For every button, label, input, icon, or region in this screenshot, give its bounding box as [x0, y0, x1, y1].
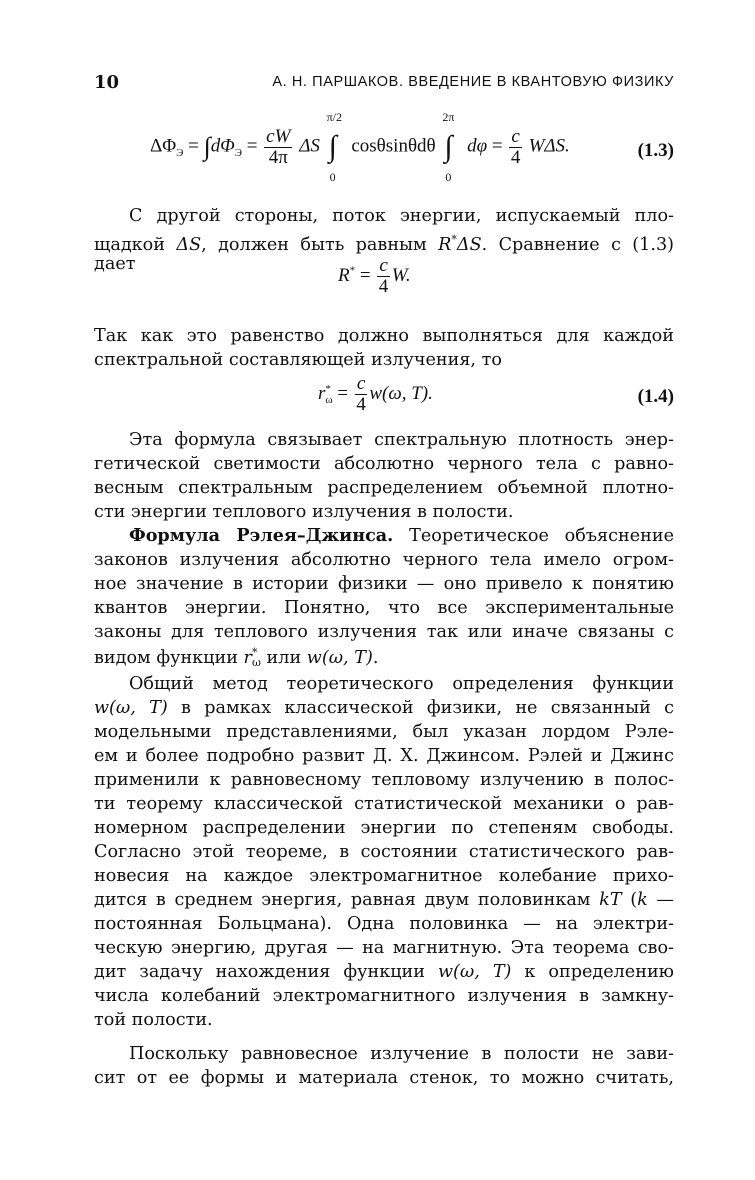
text-line: ное значение в истории физики — оно привело к понятию — [94, 574, 674, 594]
text-line: ти теорему классической статистической механики о рав- — [94, 794, 674, 814]
fraction-c-4: $\frac{c}{4}$ — [510, 125, 521, 168]
text-line: дит задачу нахождения функции w(ω, T) к определению — [94, 962, 674, 982]
text-line: новесия на каждое электромагнитное колебание прихо- — [94, 866, 674, 886]
text-line: номерном распределении энергии по степеням свободы. — [94, 818, 674, 838]
text-line: дится в среднем энергия, равная двум половинкам kT (k — — [94, 890, 674, 910]
text-line: Общий метод теоретического определения функции — [129, 674, 674, 694]
text-line: той полости. — [94, 1010, 213, 1030]
text-line: квантов энергии. Понятно, что все экспериментальные — [94, 598, 674, 618]
text-line: законы для теплового излучения так или иначе связаны с — [94, 622, 674, 642]
equation-1-4: r * ω = $\frac{c}{4}$ w(ω, T). (1.4) — [318, 373, 674, 415]
text-line: сит от ее формы и материала стенок, то можно считать, — [94, 1068, 674, 1088]
text-line: видом функции r * ω или w(ω, T). — [94, 646, 379, 669]
text-line: дает — [94, 254, 136, 274]
equation-1-3: $\Delta\Phi_Э = \int d\Phi_Э$ = $\frac{cW}{4\pi}$ ΔS π/2 ∫ 0 cosθsinθdθ 2π ∫ 0 dφ = $\frac{c}{4}$ WΔS. (1.3) — [150, 110, 674, 184]
text-line: числа колебаний электромагнитного излучения в замкну- — [94, 986, 674, 1006]
text-line: Так как это равенство должно выполняться для каждой — [94, 326, 674, 346]
fraction-c-4: $\frac{c}{4}$ — [356, 373, 366, 415]
definite-integral-phi: 2π ∫ 0 — [442, 110, 455, 184]
text-line: применили к равновесному тепловому излучению в полос- — [94, 770, 674, 790]
text-line: законов излучения абсолютно черного тела имело огром- — [94, 550, 674, 570]
text-line: постоянная Больцмана). Одна половинка — на электри- — [94, 914, 674, 934]
text-line: щадкой ΔS, должен быть равным R*ΔS. Сравнение с (1.3) — [94, 233, 674, 255]
fraction-c-4: $\frac{c}{4}$ — [378, 255, 389, 297]
equation-r-star: R* = $\frac{c}{4}$ W. — [338, 255, 411, 297]
definite-integral-theta: π/2 ∫ 0 — [326, 110, 342, 184]
text-line: w(ω, T) в рамках классической физики, не связанный с — [94, 698, 674, 718]
text-line: модельными представлениями, был указан лордом Рэле- — [94, 722, 674, 742]
running-head: А. Н. ПАРШАКОВ. ВВЕДЕНИЕ В КВАНТОВУЮ ФИЗИКУ — [272, 74, 674, 90]
text-line: С другой стороны, поток энергии, испускаемый пло- — [129, 206, 674, 226]
text-line: сти энергии теплового излучения в полости. — [94, 502, 514, 522]
equation-number-1-4: (1.4) — [637, 386, 674, 407]
text-line: ческую энергию, другая — на магнитную. Эта теорема сво- — [94, 938, 674, 958]
trig-term: cosθsinθdθ — [351, 135, 436, 157]
page-number: 10 — [94, 72, 120, 93]
text-line: Эта формула связывает спектральную плотность энер- — [129, 430, 674, 450]
eq13-sub: Э — [176, 147, 184, 160]
eq13-lhs: ΔΦ — [150, 135, 177, 157]
text-line: ем и более подробно развит Д. Х. Джинсом. Рэлей и Джинс — [94, 746, 674, 766]
integral-sign: ∫ — [203, 132, 211, 161]
page-header — [94, 72, 674, 96]
text-line: гетической светимости абсолютно черного тела с равно- — [94, 454, 674, 474]
text-line: Согласно этой теореме, в состоянии статистического рав- — [94, 842, 674, 862]
text-line: Поскольку равновесное излучение в полости не зави- — [129, 1044, 674, 1064]
equation-number-1-3: (1.3) — [637, 140, 674, 161]
text-line: спектральной составляющей излучения, то — [94, 350, 502, 370]
section-heading: Формула Рэлея–Джинса. — [129, 525, 394, 546]
text-line: Формула Рэлея–Джинса. Теоретическое объяснение — [129, 525, 674, 546]
fraction-cw-4pi: $\frac{cW}{4\pi}$ — [266, 125, 291, 168]
text-line: весным спектральным распределением объемной плотно- — [94, 478, 674, 498]
